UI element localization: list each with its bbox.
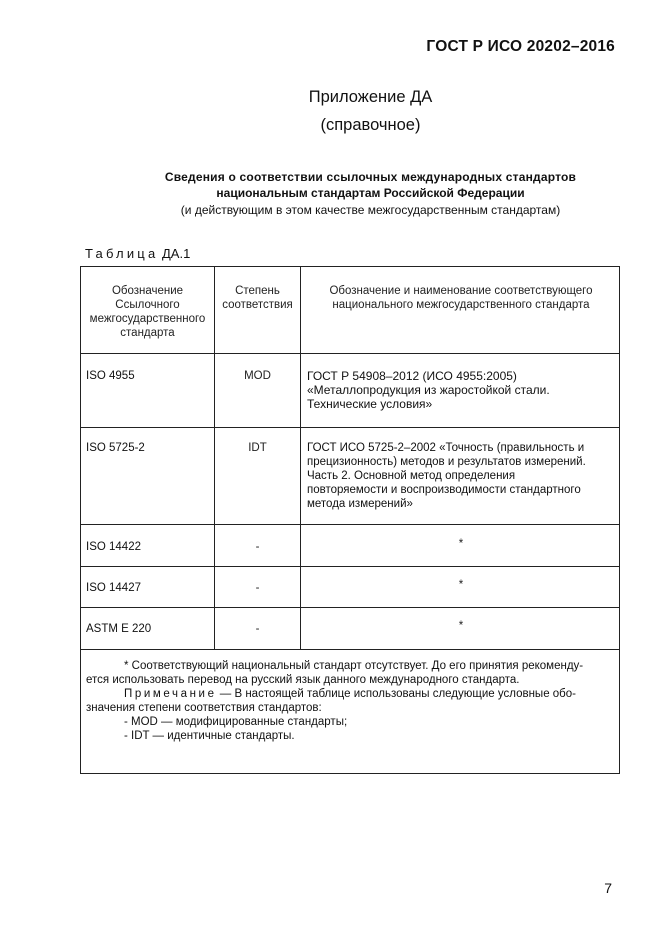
row-4-degree: - [255, 582, 260, 594]
row-divider [81, 427, 619, 428]
row-3-degree: - [255, 541, 260, 553]
row-2-reference: ISO 5725-2 [86, 442, 145, 454]
row-2-degree: IDT [248, 442, 267, 454]
row-divider [81, 649, 619, 650]
table-notes [86, 659, 611, 743]
legend-mod: - MOD — модифицированные стандарты; [124, 716, 348, 728]
row-5-national: * [458, 620, 464, 632]
table-caption-number: ДА.1 [162, 246, 191, 261]
note [86, 687, 611, 715]
legend-idt: - IDT — идентичные стандарты. [124, 730, 295, 742]
row-1-degree: MOD [244, 370, 271, 382]
row-divider [81, 607, 619, 608]
row-divider [81, 353, 619, 354]
row-1-reference: ISO 4955 [86, 370, 135, 382]
row-4-reference: ISO 14427 [86, 582, 141, 594]
row-1-national: ГОСТ Р 54908–2012 (ИСО 4955:2005) «Металлопродукция из жаростойкой стали. Технические условия» [307, 369, 550, 411]
row-5-reference: ASTM E 220 [86, 623, 152, 635]
intro-line-1: Сведения о соответствии ссылочных международных стандартов [164, 170, 577, 184]
row-3-reference: ISO 14422 [86, 541, 141, 553]
header-national-standard: Обозначение и наименование соответствующего национального межгосударственного стандарта [329, 285, 593, 311]
table-caption [85, 246, 190, 261]
appendix-subtitle: (справочное) [320, 116, 421, 134]
document-code: ГОСТ Р ИСО 20202–2016 [426, 38, 615, 55]
header-degree: Степень соответствия [222, 285, 293, 311]
note-label: Примечание [124, 688, 217, 700]
row-divider [81, 524, 619, 525]
intro-line-3: (и действующим в этом качестве межгосударственным стандартам) [180, 203, 561, 217]
header-reference-standard: Обозначение Ссылочного межгосударственного стандарта [89, 285, 206, 339]
row-divider [81, 566, 619, 567]
appendix-title: Приложение ДА [308, 88, 433, 106]
row-5-degree: - [255, 623, 260, 635]
note-text: — В настоящей таблице использованы следующие условные обо- значения степени соответствия стандартов: [86, 688, 576, 714]
intro-line-2: национальным стандартам Российской Федерации [216, 186, 525, 200]
row-3-national: * [458, 538, 464, 550]
row-4-national: * [458, 579, 464, 591]
table-caption-prefix: Таблица [85, 246, 159, 261]
correspondence-table [80, 266, 620, 774]
page-number: 7 [604, 880, 612, 896]
row-2-national: ГОСТ ИСО 5725-2–2002 «Точность (правильность и прецизионность) методов и результатов измерений. Часть 2. Основной метод определения повторяемости и воспроизводимости стандартного метода измерений» [307, 442, 586, 510]
footnote: * Соответствующий национальный стандарт отсутствует. До его принятия рекоменду- ется использовать перевод на русский язык данного международного стандарта. [86, 660, 584, 686]
